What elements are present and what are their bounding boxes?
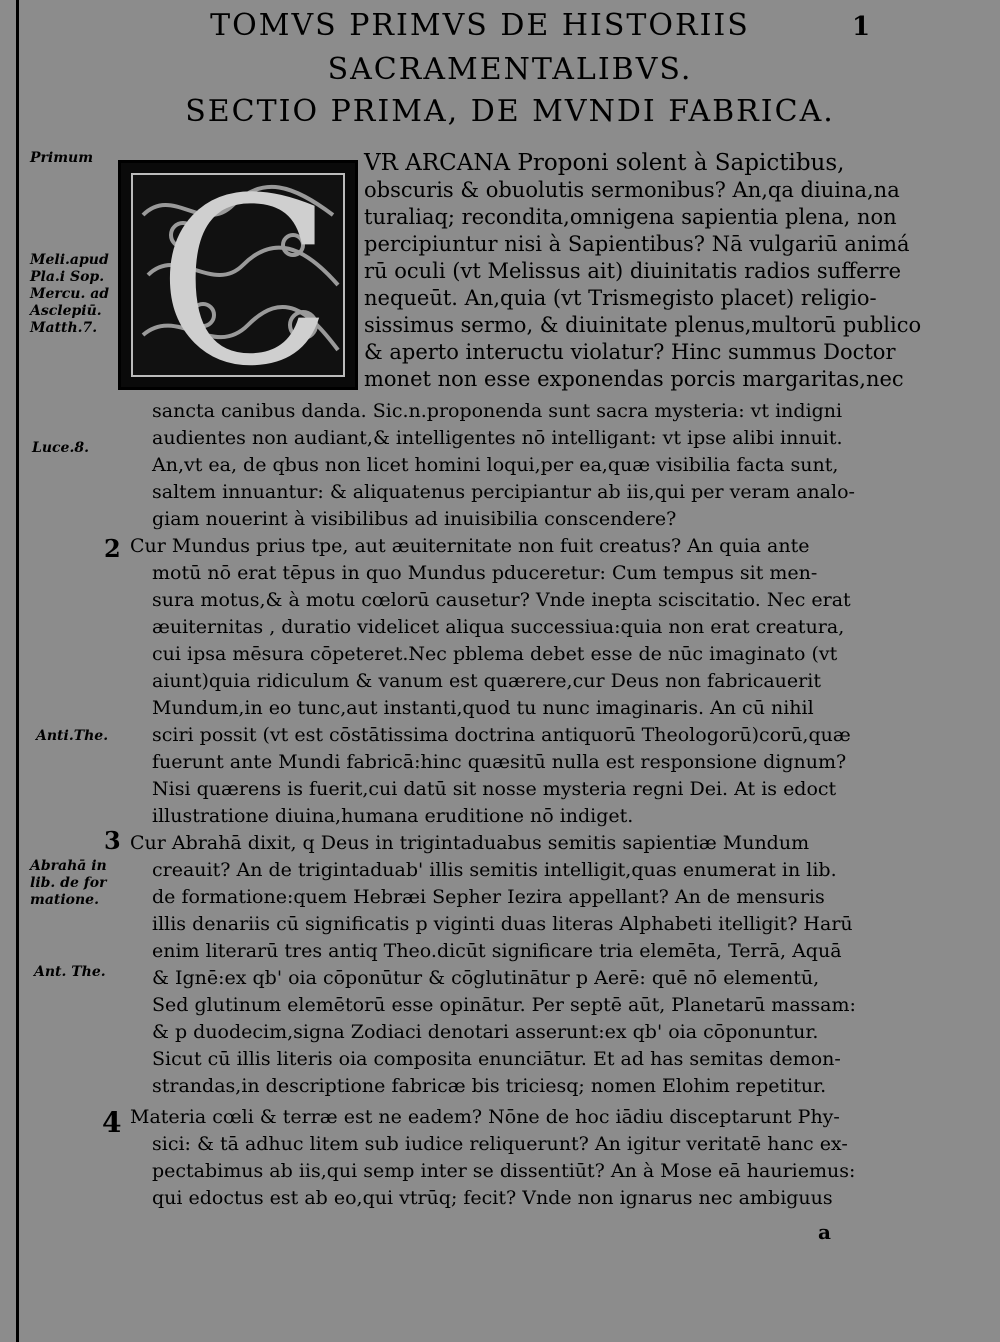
section-number: 2 xyxy=(104,534,121,563)
text-line: & aperto inteructu violatur? Hinc summus Doctor xyxy=(364,340,896,364)
text-line: sici: & tā adhuc litem sub iudice reliquerunt? An igitur veritatē hanc ex- xyxy=(152,1133,848,1155)
text-line: de formatione:quem Hebræi Sepher Iezira appellant? An de mensuris xyxy=(152,886,825,908)
margin-note: Ant. The. xyxy=(34,964,106,980)
header-line-2: SACRAMENTALIBVS. xyxy=(327,52,693,87)
text-line: sancta canibus danda. Sic.n.proponenda sunt sacra mysteria: vt indigni xyxy=(152,400,843,422)
text-line: Cur Abrahā dixit, q Deus in trigintaduabus semitis sapientiæ Mundum xyxy=(130,832,810,854)
text-line: rū oculi (vt Melissus ait) diuinitatis radios sufferre xyxy=(364,259,902,283)
text-line: strandas,in descriptione fabricæ bis triciesq; nomen Elohim repetitur. xyxy=(152,1075,827,1097)
margin-note: Primum xyxy=(30,150,94,166)
margin-note: Abrahā in lib. de for matione. xyxy=(30,858,107,908)
text-line: motū nō erat tēpus in quo Mundus pduceretur: Cum tempus sit men- xyxy=(152,562,818,584)
margin-note: Anti.The. xyxy=(36,728,109,744)
page-number: 1 xyxy=(852,12,871,42)
text-line: nequeūt. An,quia (vt Trismegisto placet) religio- xyxy=(364,286,877,310)
decorated-initial-panel xyxy=(131,173,345,377)
section-number: 4 xyxy=(102,1106,122,1139)
text-line: monet non esse exponendas porcis margaritas,nec xyxy=(364,367,904,391)
text-line: VR ARCANA Proponi solent à Sapictibus, xyxy=(364,150,845,176)
decorated-initial-frame xyxy=(118,160,358,390)
text-line: fuerunt ante Mundi fabricā:hinc quæsitū nulla est responsione dignum? xyxy=(152,751,847,773)
text-line: Sed glutinum elemētorū esse opinātur. Per septē aūt, Planetarū massam: xyxy=(152,994,856,1016)
margin-note: Meli.apud Pla.i Sop. Mercu. ad Asclepiū. Matth.7. xyxy=(30,252,110,336)
binding-edge xyxy=(16,0,19,1342)
header-line-1: TOMVS PRIMVS DE HISTORIIS xyxy=(210,8,750,43)
text-line: & p duodecim,signa Zodiaci denotari asserunt:ex qb' oia cōponuntur. xyxy=(152,1021,819,1043)
section-number: 3 xyxy=(104,826,121,855)
text-line: An,vt ea, de qbus non licet homini loqui,per ea,quæ visibilia facta sunt, xyxy=(152,454,839,476)
text-line: aiunt)quia ridiculum & vanum est quærere,cur Deus non fabricauerit xyxy=(152,670,821,692)
text-line: æuiternitas , duratio videlicet aliqua successiua:quia non erat creatura, xyxy=(152,616,845,638)
text-line: Sicut cū illis literis oia composita enunciātur. Et ad has semitas demon- xyxy=(152,1048,841,1070)
text-line: enim literarū tres antiq Theo.dicūt significare tria elemēta, Terrā, Aquā xyxy=(152,940,842,962)
text-line: & Ignē:ex qb' oia cōponūtur & cōglutinātur p Aerē: quē nō elementū, xyxy=(152,967,820,989)
text-line: Cur Mundus prius tpe, aut æuiternitate non fuit creatus? An quia ante xyxy=(130,535,810,557)
text-line: cui ipsa mēsura cōpeteret.Nec pblema debet esse de nūc imaginato (vt xyxy=(152,643,838,665)
text-line: sura motus,& à motu cœlorū causetur? Vnde inepta sciscitatio. Nec erat xyxy=(152,589,851,611)
catchword: a xyxy=(818,1220,831,1244)
text-line: Nisi quærens is fuerit,cui datū sit nosse mysteria regni Dei. At is edoct xyxy=(152,778,837,800)
text-line: sciri possit (vt est cōstātissima doctrina antiquorū Theologorū)corū,quæ xyxy=(152,724,851,746)
text-line: qui edoctus est ab eo,qui vtrūq; fecit? Vnde non ignarus nec ambiguus xyxy=(152,1187,833,1209)
text-line: illustratione diuina,humana eruditione nō indiget. xyxy=(152,805,634,827)
text-line: Materia cœli & terræ est ne eadem? Nōne de hoc iādiu disceptarunt Phy- xyxy=(130,1106,840,1128)
margin-note: Luce.8. xyxy=(32,440,89,456)
text-line: obscuris & obuolutis sermonibus? An,qa diuina,na xyxy=(364,178,900,202)
text-line: illis denariis cū significatis p viginti duas literas Alphabeti itelligit? Harū xyxy=(152,913,853,935)
text-line: audientes non audiant,& intelligentes nō intelligant: vt ipse alibi innuit. xyxy=(152,427,843,449)
text-line: saltem innuantur: & aliquatenus percipiantur ab iis,qui per veram analo- xyxy=(152,481,855,503)
text-line: Mundum,in eo tunc,aut instanti,quod tu nunc imaginaris. An cū nihil xyxy=(152,697,814,719)
initial-letter: C xyxy=(157,173,333,377)
header-line-3: SECTIO PRIMA, DE MVNDI FABRICA. xyxy=(185,94,835,129)
text-line: sissimus sermo, & diuinitate plenus,multorū publico xyxy=(364,313,922,337)
text-line: percipiuntur nisi à Sapientibus? Nā vulgariū animá xyxy=(364,232,910,256)
text-line: giam nouerint à visibilibus ad inuisibilia conscendere? xyxy=(152,508,677,530)
text-line: creauit? An de trigintaduab' illis semitis intelligit,quas enumerat in lib. xyxy=(152,859,837,881)
text-line: pectabimus ab iis,qui semp inter se dissentiūt? An à Mose eā hauriemus: xyxy=(152,1160,856,1182)
text-line: turaliaq; recondita,omnigena sapientia plena, non xyxy=(364,205,897,229)
